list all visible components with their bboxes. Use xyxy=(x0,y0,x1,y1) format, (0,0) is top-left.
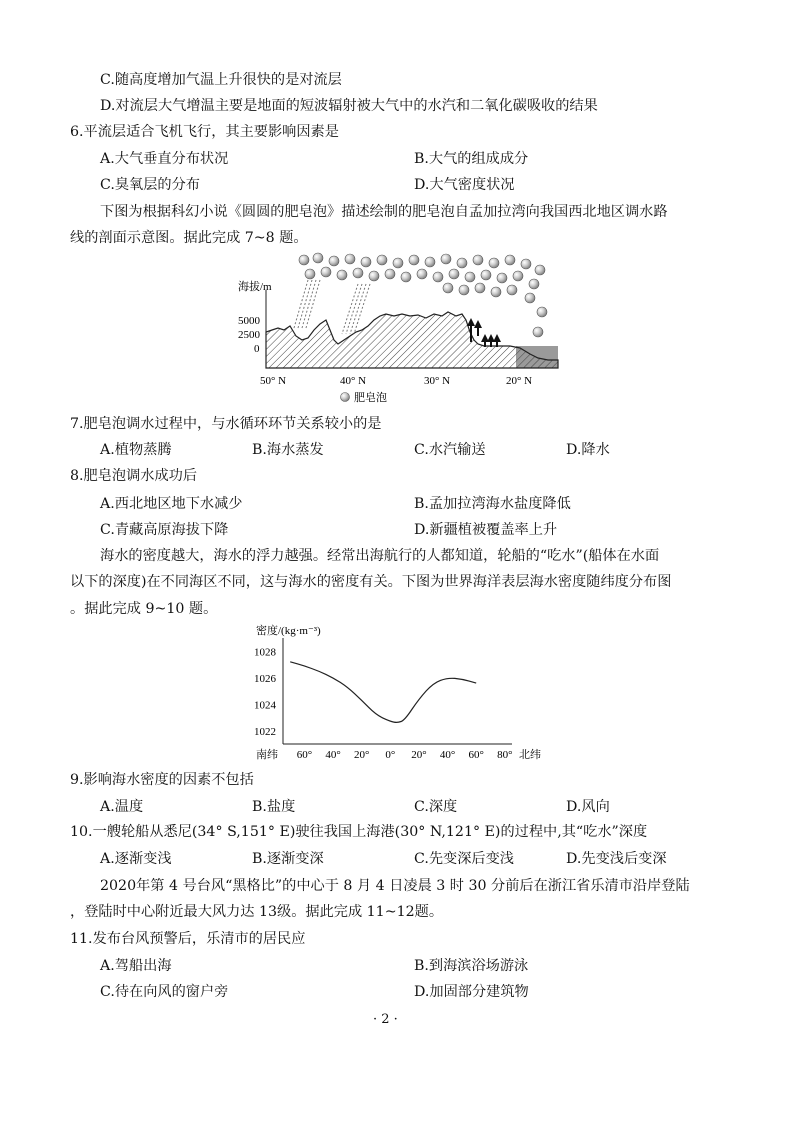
q8-option-c: C.青藏高原海拔下降 xyxy=(100,522,229,538)
chart-xtick-3: 0° xyxy=(385,749,396,761)
figure1-xtick-40n: 40° N xyxy=(340,375,367,387)
q11-stem: 11.发布台风预警后，乐清市的居民应 xyxy=(70,931,306,947)
q10-option-c: C.先变深后变浅 xyxy=(414,851,514,867)
chart-xtick-6: 60° xyxy=(468,749,484,761)
chart-xtick-7: 80° xyxy=(497,749,513,761)
q11-option-d: D.加固部分建筑物 xyxy=(414,984,529,1000)
q5-option-d: D.对流层大气增温主要是地面的短波辐射被大气中的水汽和二氧化碳吸收的结果 xyxy=(100,98,598,114)
page-number: · 2 · xyxy=(373,1012,398,1027)
q9-option-a: A.温度 xyxy=(100,799,144,815)
chart-ytick-1024: 1024 xyxy=(254,699,276,712)
q6-option-b: B.大气的组成成分 xyxy=(414,151,529,167)
seawater-density-chart xyxy=(250,620,550,766)
figure1-ytick-0: 0 xyxy=(254,343,260,355)
chart-ytick-1026: 1026 xyxy=(254,672,276,685)
figure1-ylabel: 海拔/m xyxy=(238,281,272,293)
q6-option-c: C.臭氧层的分布 xyxy=(100,177,200,193)
q11-option-c: C.待在向风的窗户旁 xyxy=(100,984,229,1000)
q9-stem: 9.影响海水密度的因素不包括 xyxy=(70,772,254,788)
q8-option-b: B.孟加拉湾海水盐度降低 xyxy=(414,496,571,512)
figure1-ytick-5000: 5000 xyxy=(238,315,260,327)
q11-option-b: B.到海滨浴场游泳 xyxy=(414,958,529,974)
figure1-xtick-30n: 30° N xyxy=(424,375,451,387)
soap-bubble-profile-figure xyxy=(238,250,568,406)
passage-9-10-line2: 以下的深度)在不同海区不同，这与海水的密度有关。下图为世界海洋表层海水密度随纬度分布图 xyxy=(70,574,672,590)
passage-9-10-line1: 海水的密度越大，海水的浮力越强。经常出海航行的人都知道，轮船的“吃水”(船体在水面 xyxy=(100,548,660,564)
q10-stem: 10.一艘轮船从悉尼(34° S,151° E)驶往我国上海港(30° N,121° E)的过程中,其“吃水”深度 xyxy=(70,824,648,840)
q7-option-d: D.降水 xyxy=(566,442,610,458)
q10-option-b: B.逐渐变深 xyxy=(252,851,324,867)
q10-option-a: A.逐渐变浅 xyxy=(100,851,172,867)
chart-xtick-2: 20° xyxy=(354,749,370,761)
q9-option-d: D.风向 xyxy=(566,799,610,815)
rain-streaks xyxy=(294,280,370,334)
q7-option-b: B.海水蒸发 xyxy=(252,442,324,458)
q8-stem: 8.肥皂泡调水成功后 xyxy=(70,468,198,484)
chart-xtick-5: 40° xyxy=(439,749,456,761)
q6-option-d: D.大气密度状况 xyxy=(414,177,515,193)
figure1-xtick-20n: 20° N xyxy=(506,375,533,387)
q9-option-c: C.深度 xyxy=(414,799,458,815)
chart-xlabel-north: 北纬 xyxy=(519,749,541,761)
q11-option-a: A.驾船出海 xyxy=(100,958,172,974)
passage-11-12-line2: ，登陆时中心附近最大风力达 13级。据此完成 11~12题。 xyxy=(70,904,444,920)
q10-option-d: D.先变浅后变深 xyxy=(566,851,667,867)
evaporation-arrow-head xyxy=(467,318,475,326)
q8-option-d: D.新疆植被覆盖率上升 xyxy=(414,522,558,538)
figure1-xtick-50n: 50° N xyxy=(260,375,287,387)
passage-7-8-line1: 下图为根据科幻小说《圆圆的肥皂泡》描述绘制的肥皂泡自孟加拉湾向我国西北地区调水路 xyxy=(100,204,668,220)
passage-11-12-line1: 2020年第 4 号台风“黑格比”的中心于 8 月 4 日凌晨 3 时 30 分前后在浙江省乐清市沿岸登陆 xyxy=(100,878,690,894)
chart-ylabel: 密度/(kg·m⁻³) xyxy=(256,625,321,637)
tree-icons xyxy=(474,320,501,347)
q7-stem: 7.肥皂泡调水过程中，与水循环环节关系较小的是 xyxy=(70,416,382,432)
chart-xtick-1: 40° xyxy=(325,749,341,761)
chart-xtick-4: 20° xyxy=(411,749,427,761)
legend-bubble-icon xyxy=(341,393,350,402)
chart-xtick-0: 60° xyxy=(296,749,313,761)
passage-9-10-line3: 。据此完成 9~10 题。 xyxy=(70,601,218,617)
density-curve xyxy=(290,662,476,723)
q5-option-c: C.随高度增加气温上升很快的是对流层 xyxy=(100,72,342,88)
q7-option-c: C.水汽输送 xyxy=(414,442,486,458)
chart-ytick-1022: 1022 xyxy=(254,725,276,738)
chart-xlabel-south: 南纬 xyxy=(256,749,278,761)
q6-option-a: A.大气垂直分布状况 xyxy=(100,151,229,167)
q8-option-a: A.西北地区地下水减少 xyxy=(100,496,243,512)
figure1-legend-label: 肥皂泡 xyxy=(354,392,387,404)
q7-option-a: A.植物蒸腾 xyxy=(100,442,172,458)
figure1-ytick-2500: 2500 xyxy=(238,329,260,341)
q9-option-b: B.盐度 xyxy=(252,799,296,815)
terrain-profile xyxy=(266,312,558,368)
q6-stem: 6.平流层适合飞机飞行，其主要影响因素是 xyxy=(70,124,339,140)
passage-7-8-line2: 线的剖面示意图。据此完成 7~8 题。 xyxy=(70,230,308,246)
chart-ytick-1028: 1028 xyxy=(254,646,276,659)
